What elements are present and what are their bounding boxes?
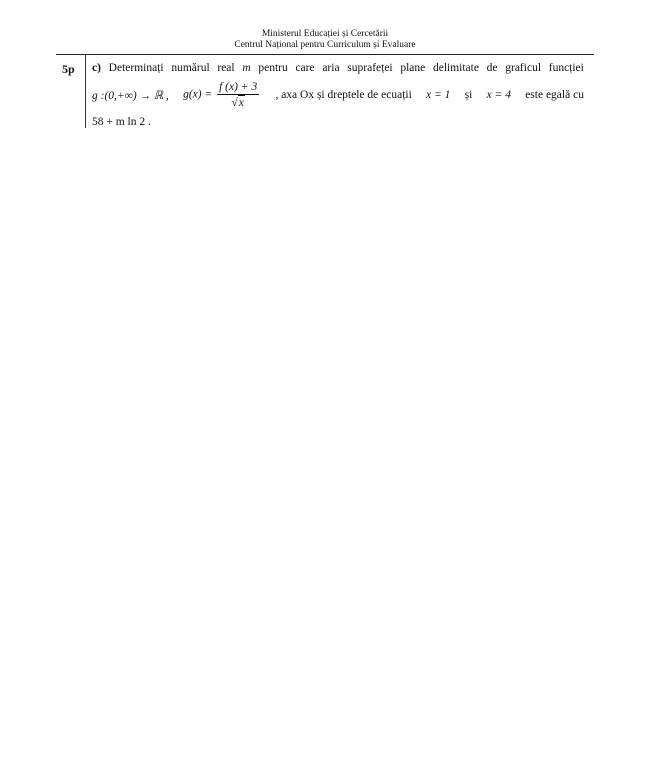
word: suprafeței: [347, 62, 393, 74]
word: numărul: [171, 62, 210, 74]
radicand: x: [238, 97, 244, 109]
header-divider: [56, 54, 594, 55]
domain-expression: g :(0,+∞) → ℝ ,: [92, 90, 169, 102]
end-text: este egală cu: [525, 89, 584, 101]
points-label: 5p: [62, 62, 75, 76]
function-lhs: g(x) =: [183, 88, 213, 101]
fraction-denominator: √x: [231, 97, 244, 109]
word: care: [295, 62, 315, 74]
result-expression: 58 + m ln 2 .: [92, 116, 151, 128]
header: [0, 29, 650, 51]
axis-text: , axa Ox și dreptele de ecuații: [275, 89, 412, 101]
problem-line-1: [92, 62, 584, 74]
column-divider: [85, 55, 86, 128]
equation-x4: x = 4: [486, 89, 511, 101]
conjunction: și: [464, 89, 473, 101]
header-ministry: Ministerul Educației și Cercetării: [261, 29, 389, 39]
word-variable: m: [242, 62, 251, 74]
word: funcției: [548, 62, 584, 74]
word: de: [486, 62, 498, 74]
function-definition: [183, 80, 261, 110]
problem-line-3: [92, 116, 584, 128]
word: plane: [400, 62, 426, 74]
word: graficul: [505, 62, 542, 74]
fraction: [217, 80, 259, 110]
word: pentru: [258, 62, 288, 74]
word: real: [217, 62, 235, 74]
header-center: Centrul Național pentru Curriculum și Evaluare: [234, 40, 416, 50]
fraction-numerator: f (x) + 3: [219, 81, 258, 93]
word: aria: [322, 62, 340, 74]
problem-line-2: [92, 80, 584, 110]
equation-x1: x = 1: [426, 89, 451, 101]
item-label: c): [92, 62, 101, 74]
word: delimitate: [432, 62, 479, 74]
word: Determinați: [108, 62, 164, 74]
